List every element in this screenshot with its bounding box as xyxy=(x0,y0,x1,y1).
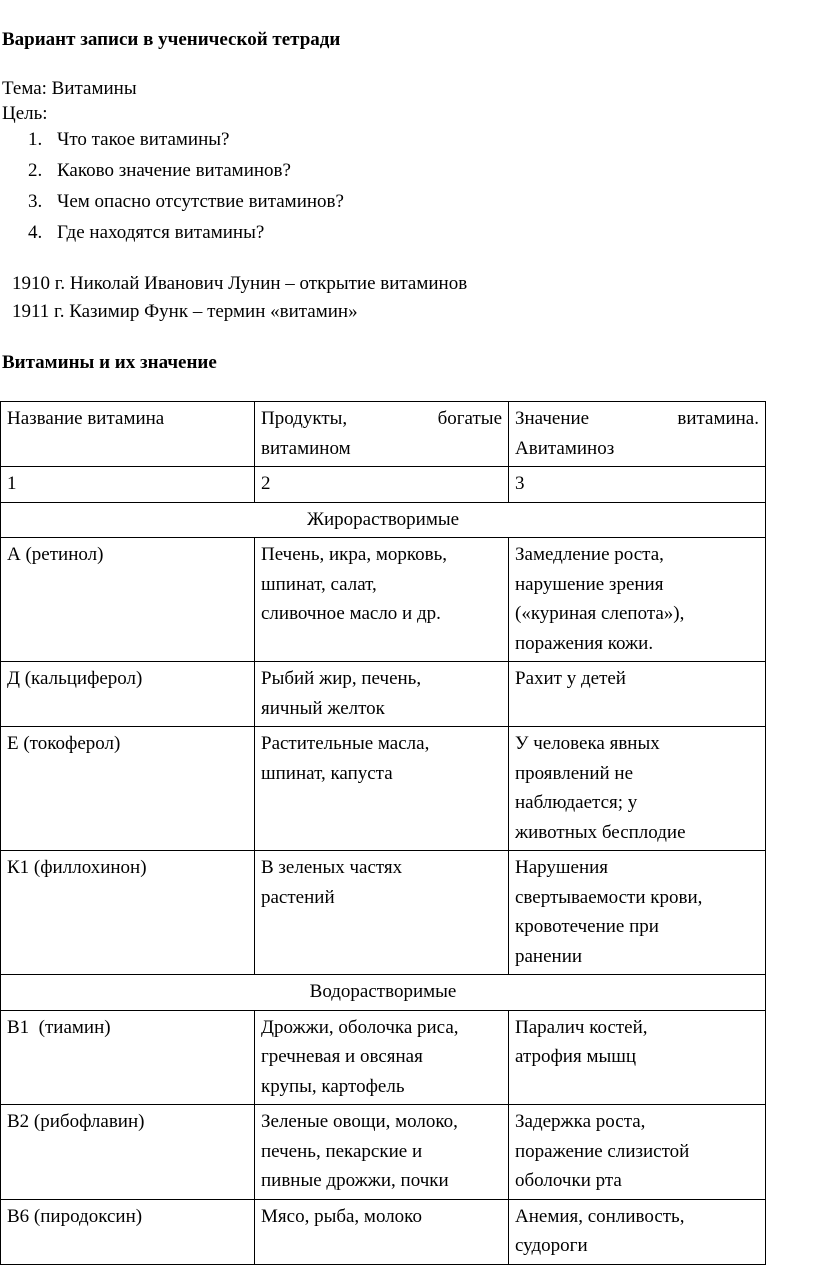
cell-line: сливочное масло и др. xyxy=(261,603,441,624)
topic-line: Тема: Витамины xyxy=(2,78,137,99)
history-line: 1910 г. Николай Иванович Лунин – открытие витаминов xyxy=(12,273,468,294)
group-label: Водорастворимые xyxy=(1,975,766,1011)
header-label: богатые xyxy=(437,408,502,429)
vitamin-effect xyxy=(509,662,766,727)
cell-line: Нарушения xyxy=(515,857,609,878)
vitamin-products xyxy=(255,538,509,662)
table-row xyxy=(1,662,766,727)
cell-line: наблюдается; у xyxy=(515,792,638,813)
cell-line: кровотечение при xyxy=(515,916,659,937)
cell-line: Замедление роста, xyxy=(515,544,664,565)
table-row xyxy=(1,538,766,662)
table-row xyxy=(1,851,766,975)
number-cell: 2 xyxy=(255,467,509,503)
table-number-row xyxy=(1,467,766,503)
cell-line: поражение слизистой xyxy=(515,1140,690,1162)
cell-line: Зеленые овощи, молоко, xyxy=(261,1111,458,1132)
group-label: Жирорастворимые xyxy=(1,502,766,538)
vitamin-products xyxy=(255,851,509,975)
header-label: Авитаминоз xyxy=(515,437,615,459)
cell-line: нарушение зрения xyxy=(515,573,664,595)
list-item xyxy=(28,221,344,252)
cell-line: атрофия мышц xyxy=(515,1046,637,1067)
vitamin-products xyxy=(255,662,509,727)
cell-line: яичный желток xyxy=(261,697,385,719)
vitamin-products xyxy=(255,1105,509,1200)
cell-line: оболочки рта xyxy=(515,1170,622,1191)
header-cell xyxy=(1,402,255,467)
group-row xyxy=(1,502,766,538)
vitamin-name: Е (токоферол) xyxy=(1,727,255,851)
vitamin-name: В1 (тиамин) xyxy=(1,1010,255,1105)
cell-line: («куриная слепота»), xyxy=(515,603,685,624)
list-number: 3. xyxy=(28,191,43,212)
table-header-row xyxy=(1,402,766,467)
header-cell xyxy=(509,402,766,467)
list-item xyxy=(28,190,344,221)
number-cell: 1 xyxy=(1,467,255,503)
number-cell: 3 xyxy=(509,467,766,503)
cell-line: Рыбий жир, печень, xyxy=(261,668,422,689)
vitamin-effect xyxy=(509,851,766,975)
vitamin-name: К1 (филлохинон) xyxy=(1,851,255,975)
list-number: 2. xyxy=(28,160,43,181)
list-item xyxy=(28,128,344,159)
section-title: Витамины и их значение xyxy=(2,352,217,373)
vitamin-name: В6 (пиродоксин) xyxy=(1,1199,255,1264)
list-item xyxy=(28,159,344,190)
cell-line: ранении xyxy=(515,945,583,967)
header-label: Название витамина xyxy=(7,408,165,429)
header-label: витамином xyxy=(261,437,351,459)
list-text: Чем опасно отсутствие витаминов? xyxy=(57,191,344,212)
cell-line: Рахит у детей xyxy=(515,668,626,689)
cell-line: Растительные масла, xyxy=(261,733,430,754)
goal-list xyxy=(28,128,344,252)
cell-line: крупы, картофель xyxy=(261,1075,405,1097)
list-text: Каково значение витаминов? xyxy=(57,160,291,181)
list-text: Где находятся витамины? xyxy=(57,222,265,243)
group-row xyxy=(1,975,766,1011)
list-number: 1. xyxy=(28,129,43,150)
cell-line: шпинат, капуста xyxy=(261,762,393,784)
cell-line: проявлений не xyxy=(515,762,634,784)
vitamin-name: Д (кальциферол) xyxy=(1,662,255,727)
table-row xyxy=(1,1010,766,1105)
vitamins-table xyxy=(0,401,766,1265)
cell-line: поражения кожи. xyxy=(515,632,654,654)
cell-line: печень, пекарские и xyxy=(261,1140,423,1162)
goal-label: Цель: xyxy=(2,103,48,124)
header-label: Значение xyxy=(515,408,590,429)
vitamin-effect xyxy=(509,727,766,851)
table-row xyxy=(1,1105,766,1200)
list-number: 4. xyxy=(28,222,43,243)
vitamin-name: А (ретинол) xyxy=(1,538,255,662)
cell-line: Дрожжи, оболочка риса, xyxy=(261,1016,459,1038)
cell-line: Печень, икра, морковь, xyxy=(261,544,448,565)
list-text: Что такое витамины? xyxy=(57,129,230,150)
vitamin-effect xyxy=(509,1105,766,1200)
vitamin-products xyxy=(255,1010,509,1105)
cell-line: Анемия, сонливость, xyxy=(515,1205,685,1227)
cell-line: У человека явных xyxy=(515,733,660,754)
header-cell xyxy=(255,402,509,467)
cell-line: гречневая и овсяная xyxy=(261,1046,423,1067)
vitamin-name: В2 (рибофлавин) xyxy=(1,1105,255,1200)
vitamin-products xyxy=(255,727,509,851)
vitamin-effect xyxy=(509,538,766,662)
cell-line: судороги xyxy=(515,1235,588,1256)
header-label: витамина. xyxy=(677,408,759,429)
cell-line: растений xyxy=(261,886,335,908)
cell-line: свертываемости крови, xyxy=(515,886,703,908)
cell-line: Паралич костей, xyxy=(515,1016,648,1038)
cell-line: В зеленых частях xyxy=(261,857,403,878)
cell-line: Задержка роста, xyxy=(515,1111,646,1132)
header-label: Продукты, xyxy=(261,408,348,429)
history-line: 1911 г. Казимир Функ – термин «витамин» xyxy=(12,301,358,322)
cell-line: пивные дрожжи, почки xyxy=(261,1170,449,1191)
table-row xyxy=(1,727,766,851)
cell-line: шпинат, салат, xyxy=(261,573,377,595)
page-title: Вариант записи в ученической тетради xyxy=(2,29,341,50)
cell-line: животных бесплодие xyxy=(515,821,686,843)
vitamin-effect xyxy=(509,1010,766,1105)
cell-line: Мясо, рыба, молоко xyxy=(261,1205,422,1227)
